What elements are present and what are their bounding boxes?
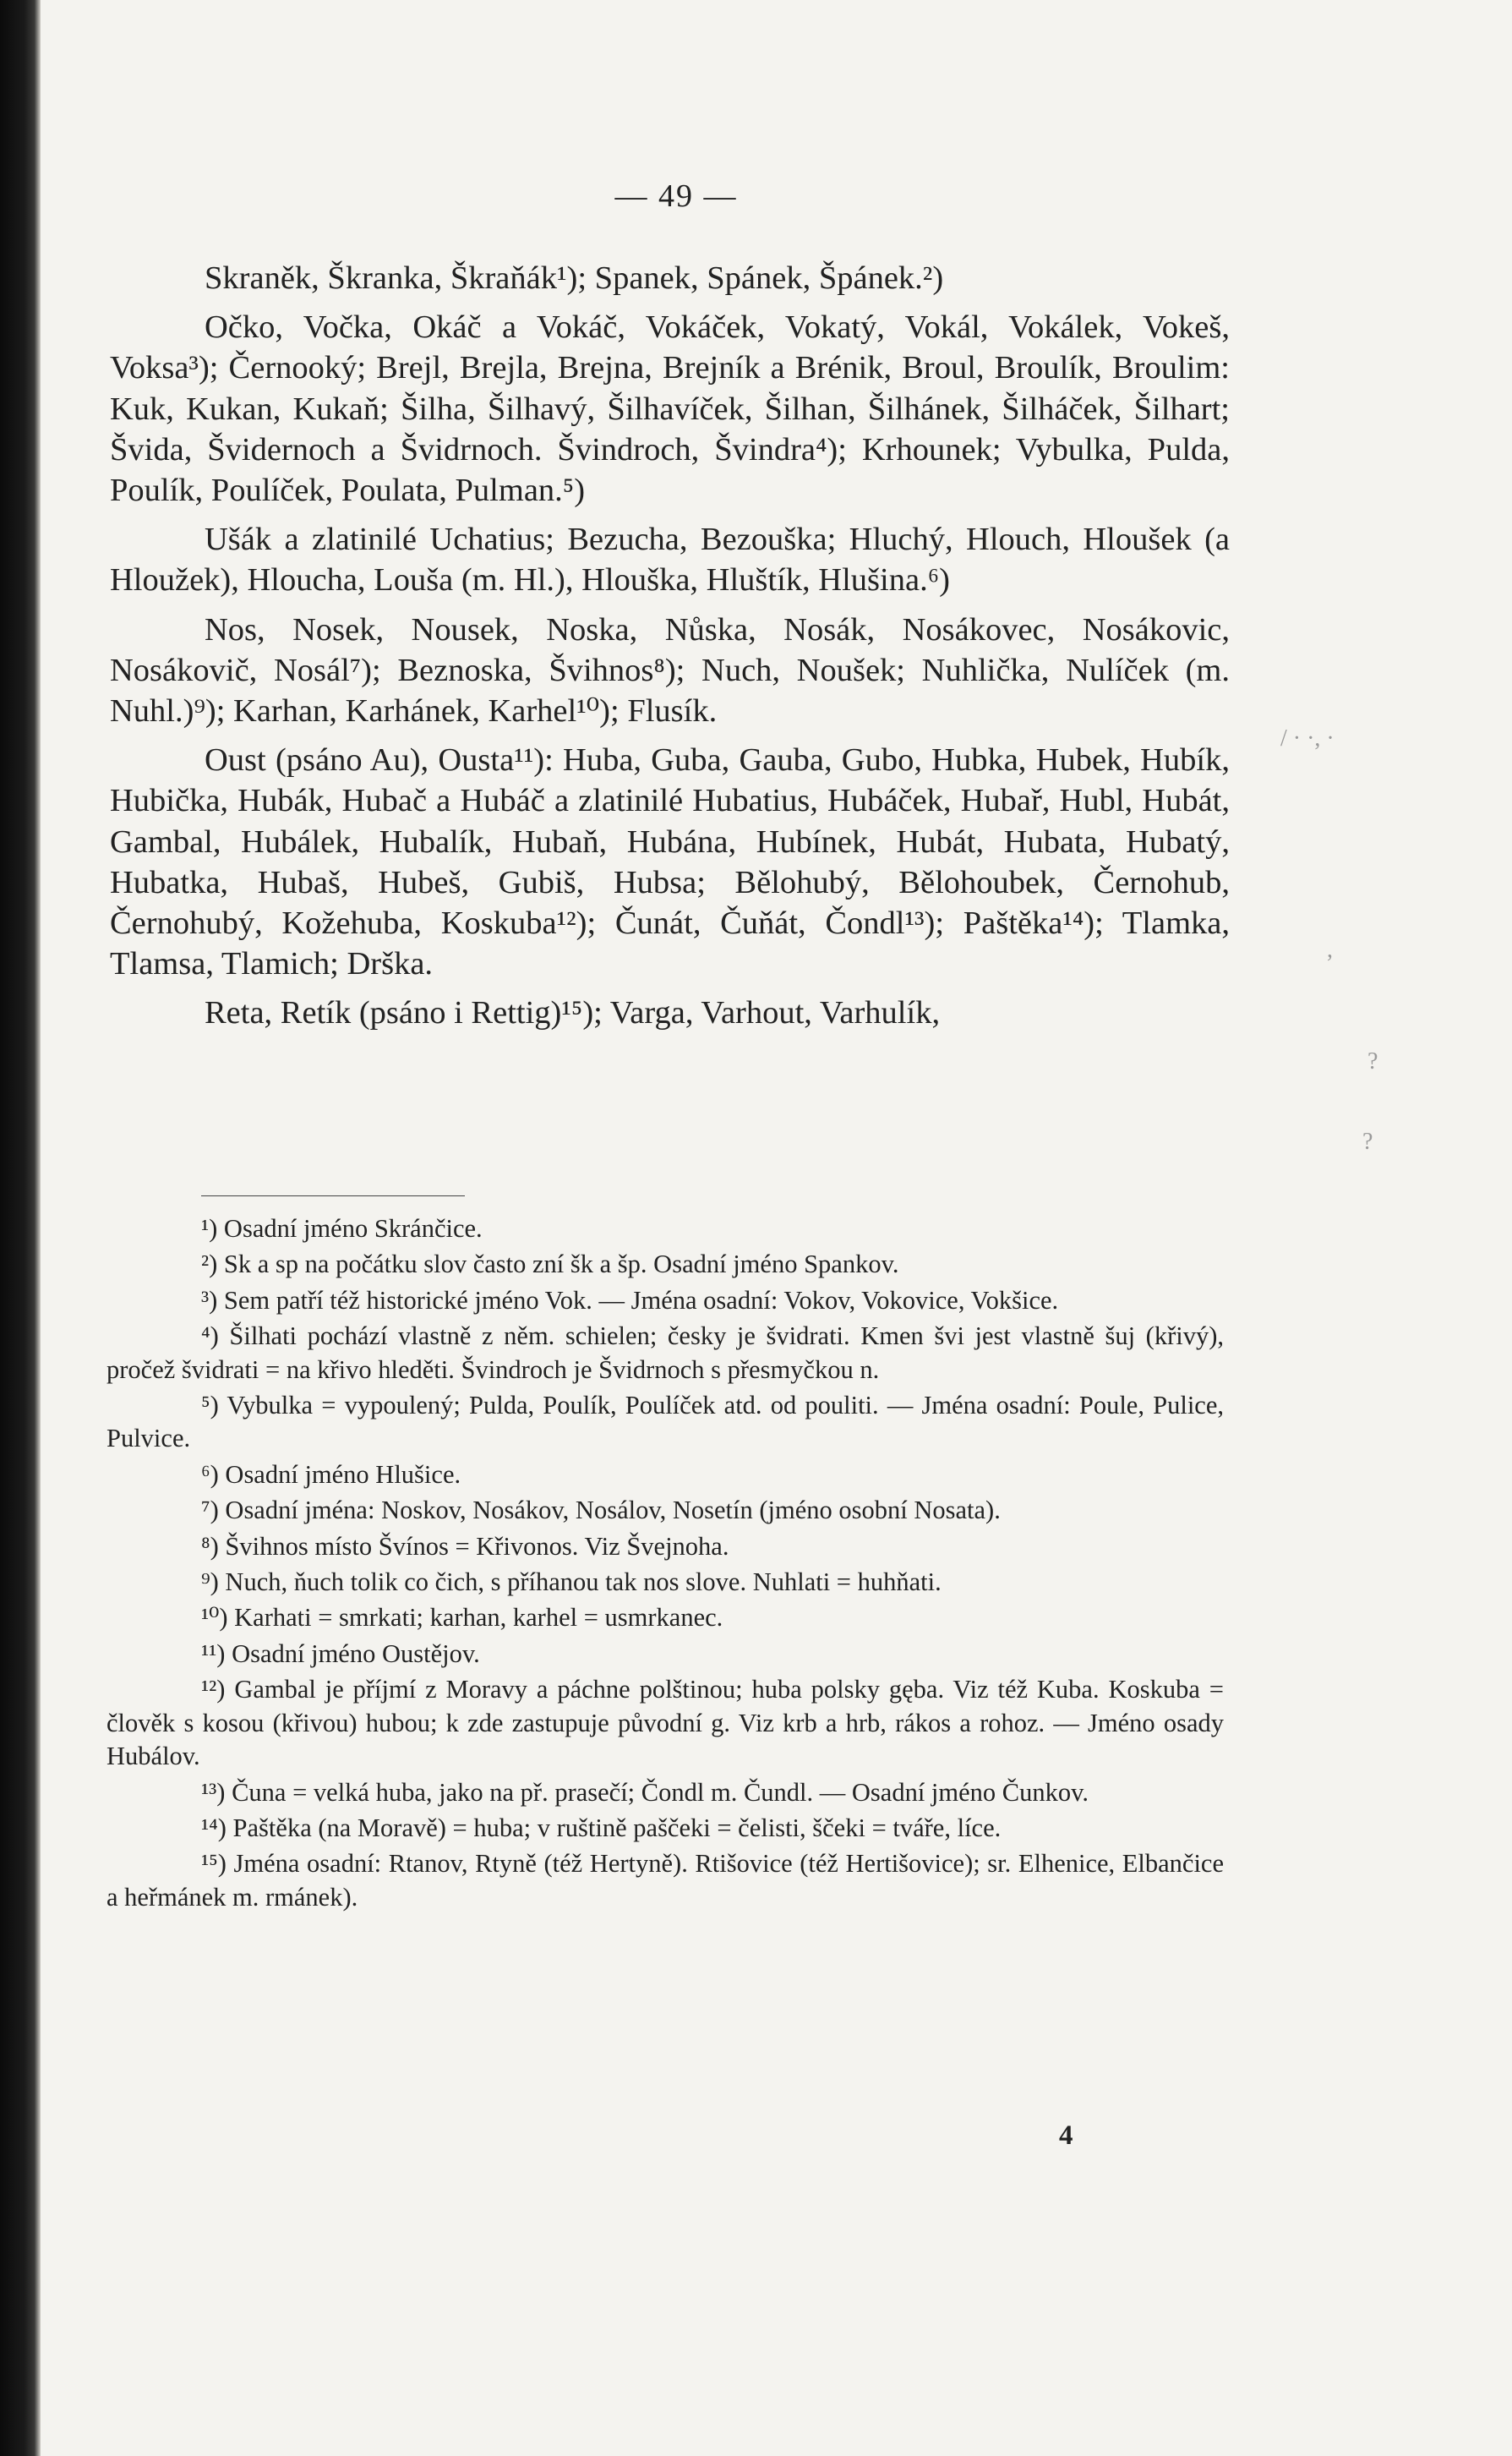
main-text bbox=[110, 258, 1230, 1042]
footnotes bbox=[106, 1212, 1224, 1917]
paragraph: Reta, Retík (psáno i Rettig)¹⁵); Varga, Varhout, Varhulík, bbox=[205, 995, 941, 1031]
margin-mark: ? bbox=[1367, 1048, 1378, 1075]
footnote: ⁸) Švihnos místo Švínos = Křivonos. Viz Švejnoha. bbox=[201, 1531, 729, 1561]
paragraph: Očko, Vočka, Okáč a Vokáč, Vokáček, Vokatý, Vokál, Vokálek, Vokeš, Voksa³); Černooký; Brejl, Brejla, Brejna, Brejník a Brénik, Broul, Broulík, Broulim: Kuk, Kukan, Kukaň; Šilha, Šilhavý, Šilhavíček, Šilhan, Šilhánek, Šilháček, Šilhart; Švida, Švidernoch a Švidrnoch. Švindroch, Švindra⁴); Krhounek; Vybulka, Pulda, Poulík, Poulíček, Poulata, Pulman.⁵) bbox=[110, 309, 1230, 509]
margin-mark: , bbox=[1327, 937, 1333, 963]
book-binding-edge bbox=[0, 0, 41, 2456]
footnote: ⁹) Nuch, ňuch tolik co čich, s příhanou tak nos slove. Nuhlati = huhňati. bbox=[201, 1567, 942, 1597]
footnote: ⁵) Vybulka = vypoulený; Pulda, Poulík, Poulíček atd. od pouliti. — Jména osadní: Poule, Pulice, Pulvice. bbox=[106, 1391, 1224, 1453]
footnote: ¹²) Gambal je příjmí z Moravy a páchne polštinou; huba polsky gęba. Viz též Kuba. Koskuba = člověk s kosou (křivou) hubou; k zde zastupuje původní g. Viz krb a hrb, rákos a rohoz. — Jméno osady Hubálov. bbox=[106, 1675, 1224, 1771]
footnote: ¹¹) Osadní jméno Oustějov. bbox=[201, 1638, 480, 1668]
footnote: ⁴) Šilhati pochází vlastně z něm. schielen; česky je švidrati. Kmen švi jest vlastně šuj (křivý), pročež švidrati = na křivo hleděti. Švindroch je Švidrnoch s přesmyčkou n. bbox=[106, 1321, 1224, 1384]
paragraph: Ušák a zlatinilé Uchatius; Bezucha, Bezouška; Hluchý, Hlouch, Hloušek (a Hloužek), Hloucha, Louša (m. Hl.), Hlouška, Hluštík, Hlušina.⁶) bbox=[110, 522, 1230, 599]
footnote: ¹⁵) Jména osadní: Rtanov, Rtyně (též Hertyně). Rtišovice (též Hertišovice); sr. Elhenice, Elbančice a heřmánek m. rmánek). bbox=[106, 1849, 1224, 1912]
footnote: ¹⁰) Karhati = smrkati; karhan, karhel = usmrkanec. bbox=[201, 1603, 723, 1633]
margin-mark: ? bbox=[1362, 1129, 1373, 1155]
footnote: ³) Sem patří též historické jméno Vok. — Jména osadní: Vokov, Vokovice, Vokšice. bbox=[201, 1285, 1059, 1315]
footnote: ²) Sk a sp na počátku slov často zní šk a šp. Osadní jméno Spankov. bbox=[201, 1250, 899, 1279]
footnote-divider bbox=[201, 1195, 465, 1196]
margin-mark: / · ·, · bbox=[1280, 725, 1335, 752]
paragraph: Skraněk, Škranka, Škraňák¹); Spanek, Spánek, Špánek.²) bbox=[205, 260, 944, 296]
sheet-signature-mark: 4 bbox=[1059, 2120, 1073, 2151]
footnote: ⁶) Osadní jméno Hlušice. bbox=[201, 1459, 461, 1489]
page-number: — 49 — bbox=[614, 178, 738, 214]
footnote: ¹) Osadní jméno Skránčice. bbox=[201, 1214, 483, 1243]
paragraph: Nos, Nosek, Nousek, Noska, Nůska, Nosák, Nosákovec, Nosákovic, Nosákovič, Nosál⁷); Beznoska, Švihnos⁸); Nuch, Noušek; Nuhlička, Nulíček (m. Nuhl.)⁹); Karhan, Karhánek, Karhel¹⁰); Flusík. bbox=[110, 611, 1230, 730]
footnote: ¹⁴) Paštěka (na Moravě) = huba; v ruštině paščeki = čelisti, ščeki = tváře, líce. bbox=[201, 1813, 1002, 1842]
footnote: ¹³) Čuna = velká huba, jako na př. prasečí; Čondl m. Čundl. — Osadní jméno Čunkov. bbox=[201, 1777, 1089, 1807]
footnote: ⁷) Osadní jména: Noskov, Nosákov, Nosálov, Nosetín (jméno osobní Nosata). bbox=[201, 1496, 1001, 1525]
paragraph: Oust (psáno Au), Ousta¹¹): Huba, Guba, Gauba, Gubo, Hubka, Hubek, Hubík, Hubička, Hubák, Hubač a Hubáč a zlatinilé Hubatius, Hubáček, Hubař, Hubl, Hubát, Gambal, Hubálek, Hubalík, Hubaň, Hubána, Hubínek, Hubát, Hubata, Hubatý, Hubatka, Hubaš, Hubeš, Gubiš, Hubsa; Bělohubý, Bělohoubek, Černohub, Černohubý, Kožehuba, Koskuba¹²); Čunát, Čuňát, Čondl¹³); Paštěka¹⁴); Tlamka, Tlamsa, Tlamich; Drška. bbox=[110, 742, 1230, 982]
